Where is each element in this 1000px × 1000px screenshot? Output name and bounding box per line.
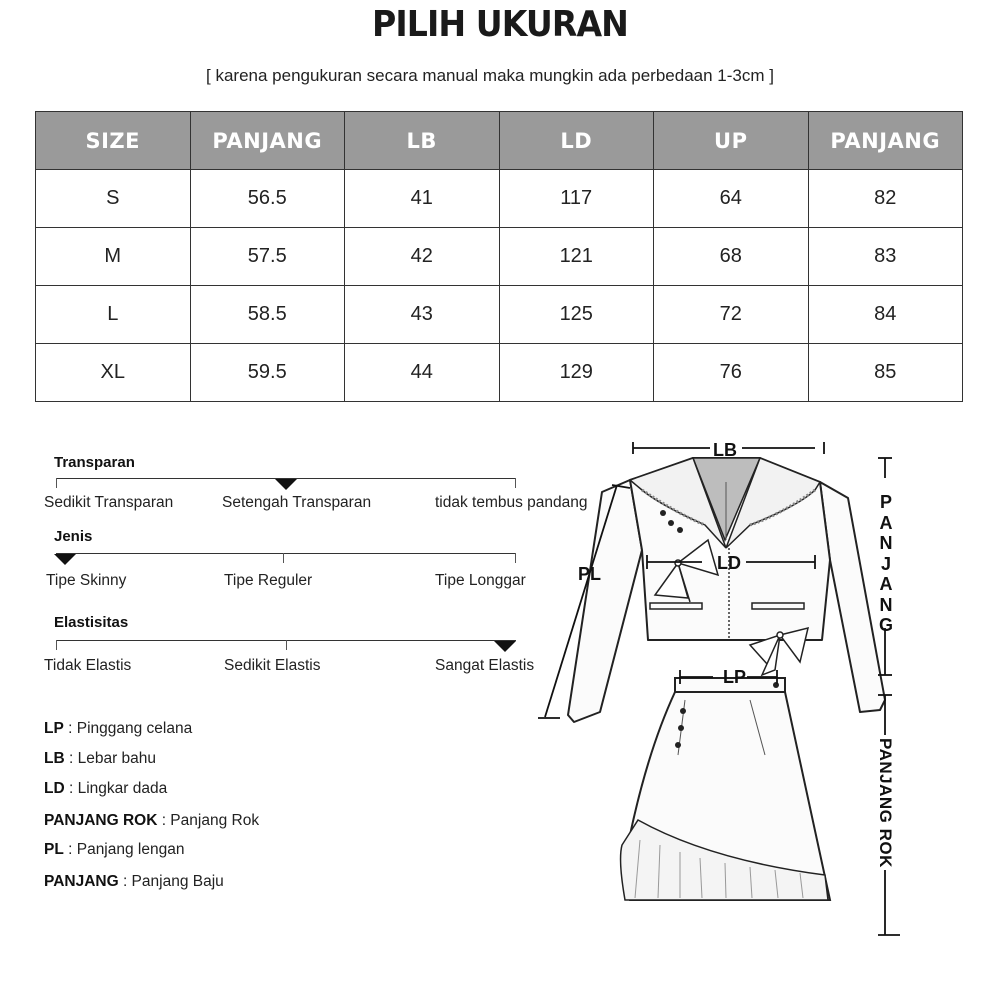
label-lb: LB [713, 440, 737, 460]
scale-tick [286, 640, 287, 650]
cell-ld: 121 [499, 228, 654, 286]
size-chart-table [35, 111, 963, 402]
table-row [36, 286, 963, 344]
cell-panjang-rok: 83 [808, 228, 963, 286]
scale-line [56, 553, 516, 554]
legend-key: LD [44, 780, 65, 797]
scale-option: Sedikit Transparan [44, 494, 174, 511]
scale-option: tidak tembus pandang [435, 494, 588, 511]
cell-panjang-rok: 85 [808, 344, 963, 402]
table-row [36, 170, 963, 228]
legend-key: LB [44, 750, 65, 767]
cell-panjang: 58.5 [190, 286, 345, 344]
selected-marker-icon [275, 479, 297, 490]
label-panjang: PANJANG [879, 492, 894, 635]
legend-key: PL [44, 841, 64, 858]
cell-up: 76 [654, 344, 809, 402]
cell-up: 72 [654, 286, 809, 344]
cell-panjang: 59.5 [190, 344, 345, 402]
cell-up: 68 [654, 228, 809, 286]
legend-desc: : Panjang lengan [63, 841, 185, 858]
scale-tick [283, 553, 284, 563]
legend-item [44, 780, 167, 798]
scale-elastisitas [44, 614, 604, 674]
scale-label: Jenis [54, 528, 93, 545]
cell-size: L [36, 286, 191, 344]
scale-jenis [44, 528, 604, 588]
scale-tick [515, 478, 516, 488]
legend-key: PANJANG [44, 873, 119, 890]
col-header-ld: LD [499, 112, 654, 170]
cell-up: 64 [654, 170, 809, 228]
table-row [36, 344, 963, 402]
cell-size: XL [36, 344, 191, 402]
scale-transparan [44, 454, 604, 514]
legend-key: PANJANG ROK [44, 812, 158, 829]
legend-item [44, 873, 224, 891]
garment-diagram [530, 430, 950, 950]
cell-ld: 125 [499, 286, 654, 344]
selected-marker-icon [54, 554, 76, 565]
legend-desc: : Panjang Baju [118, 873, 224, 890]
measurement-note: [ karena pengukuran secara manual maka mungkin ada perbedaan 1-3cm ] [206, 66, 774, 85]
legend-desc: : Panjang Rok [157, 812, 260, 829]
cell-panjang-rok: 82 [808, 170, 963, 228]
scale-option: Tidak Elastis [44, 657, 132, 674]
scale-tick [56, 478, 57, 488]
cell-panjang-rok: 84 [808, 286, 963, 344]
cell-lb: 43 [345, 286, 500, 344]
table-row [36, 228, 963, 286]
cell-ld: 117 [499, 170, 654, 228]
label-ld: LD [717, 553, 741, 573]
cell-ld: 129 [499, 344, 654, 402]
table-header-row [36, 112, 963, 170]
cell-panjang: 56.5 [190, 170, 345, 228]
scale-label: Transparan [54, 454, 135, 471]
col-header-lb: LB [345, 112, 500, 170]
col-header-panjang: PANJANG [190, 112, 345, 170]
page-title: PILIH UKURAN [372, 4, 628, 45]
legend-item [44, 720, 192, 738]
legend-desc: : Lingkar dada [64, 780, 168, 797]
legend-item [44, 812, 259, 830]
label-pl: PL [578, 564, 602, 584]
col-header-up: UP [654, 112, 809, 170]
scale-option: Tipe Reguler [224, 572, 313, 589]
scale-option: Sangat Elastis [435, 657, 535, 674]
scale-tick [56, 640, 57, 650]
cell-size: S [36, 170, 191, 228]
cell-lb: 44 [345, 344, 500, 402]
scale-label: Elastisitas [54, 614, 129, 631]
legend-item [44, 750, 156, 768]
col-header-panjang-rok: PANJANG [808, 112, 963, 170]
cell-panjang: 57.5 [190, 228, 345, 286]
scale-tick [515, 553, 516, 563]
cell-lb: 41 [345, 170, 500, 228]
legend-desc: : Pinggang celana [63, 720, 193, 737]
scale-option: Tipe Longgar [435, 572, 526, 589]
cell-size: M [36, 228, 191, 286]
scale-option: Tipe Skinny [46, 572, 127, 589]
col-header-size: SIZE [36, 112, 191, 170]
legend-item [44, 841, 184, 859]
scale-option: Sedikit Elastis [224, 657, 321, 674]
legend-key: LP [44, 720, 64, 737]
label-lp: LP [723, 667, 747, 687]
cell-lb: 42 [345, 228, 500, 286]
scale-option: Setengah Transparan [222, 494, 372, 511]
legend-desc: : Lebar bahu [64, 750, 157, 767]
label-panjang-rok: PANJANG ROK [876, 738, 895, 868]
selected-marker-icon [494, 641, 516, 652]
